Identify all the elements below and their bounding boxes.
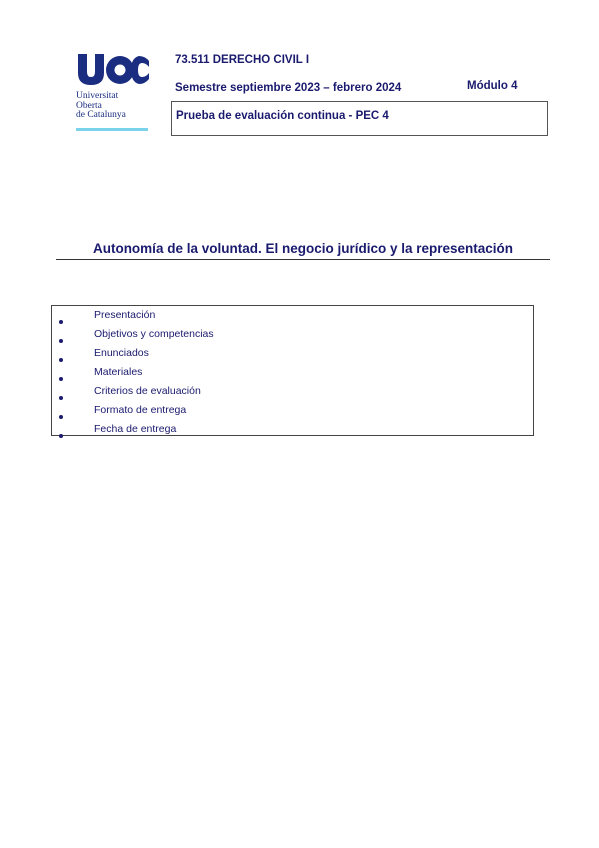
toc-item-criterios[interactable]: Criterios de evaluación <box>94 385 201 397</box>
bullet-icon <box>59 396 63 400</box>
document-title: Autonomía de la voluntad. El negocio jurídico y la representación <box>92 241 514 256</box>
uoc-logo <box>76 50 152 132</box>
toc-item-materiales[interactable]: Materiales <box>94 366 143 378</box>
logo-name-line-2: Oberta <box>76 100 102 111</box>
toc-item-presentacion[interactable]: Presentación <box>94 309 156 321</box>
bullet-icon <box>59 415 63 419</box>
toc-item-objetivos[interactable]: Objetivos y competencias <box>94 328 214 340</box>
logo-accent-rule <box>76 128 148 131</box>
bullet-icon <box>59 320 63 324</box>
semester-label: Semestre septiembre 2023 – febrero 2024 <box>175 82 402 94</box>
title-underline <box>56 259 550 260</box>
bullet-icon <box>59 434 63 438</box>
course-title: 73.511 DERECHO CIVIL I <box>175 54 310 66</box>
bullet-icon <box>59 358 63 362</box>
toc-item-fecha[interactable]: Fecha de entrega <box>94 423 177 435</box>
uoc-logo-mark <box>76 50 150 90</box>
bullet-icon <box>59 339 63 343</box>
logo-name-line-1: Universitat <box>76 91 119 101</box>
logo-name-line-3: de Catalunya <box>76 110 126 120</box>
assessment-title: Prueba de evaluación continua - PEC 4 <box>176 110 389 122</box>
uoc-logo-name <box>76 92 126 121</box>
module-label: Módulo 4 <box>467 80 518 92</box>
toc-item-formato[interactable]: Formato de entrega <box>94 404 187 416</box>
assessment-box <box>171 101 548 136</box>
toc-item-enunciados[interactable]: Enunciados <box>94 347 149 359</box>
bullet-icon <box>59 377 63 381</box>
